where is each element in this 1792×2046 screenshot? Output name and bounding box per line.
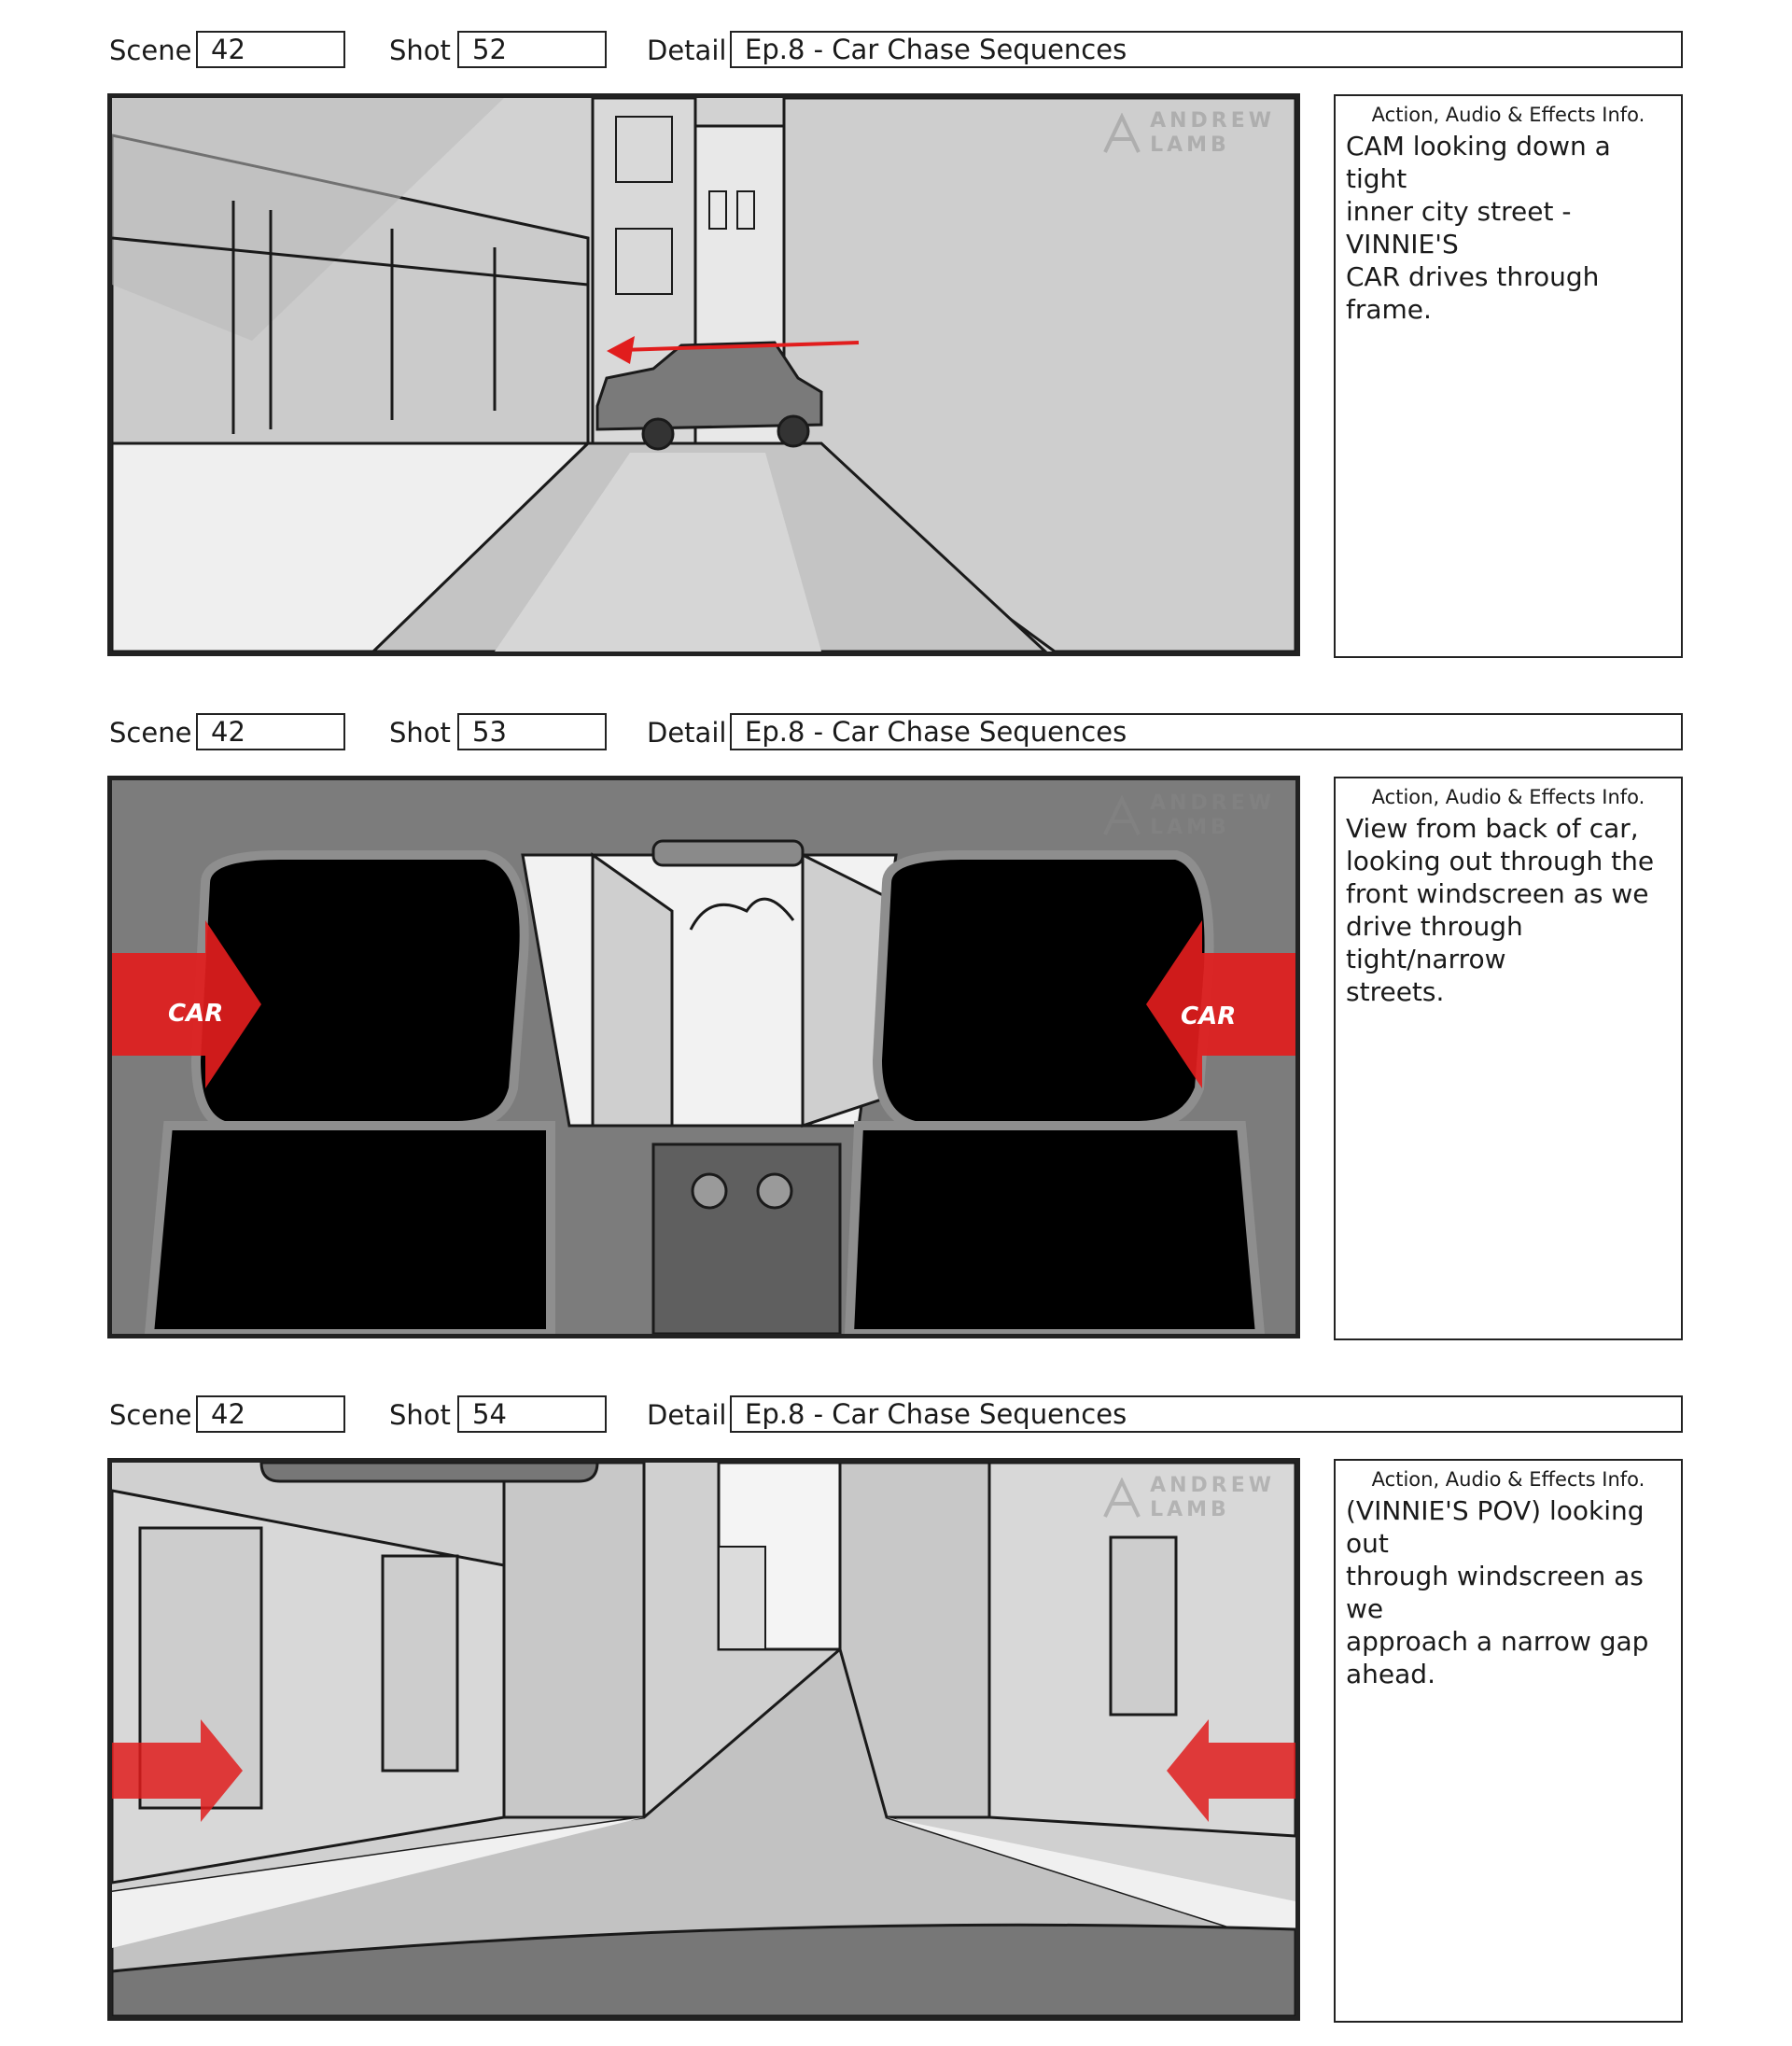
watermark-line1: ANDREW (1150, 1474, 1275, 1497)
storyboard-panel-3 (0, 1365, 1792, 2046)
action-info-title: Action, Audio & Effects Info. (1371, 104, 1645, 126)
watermark (1101, 109, 1275, 158)
action-info-box (1334, 1459, 1683, 2023)
scene-field[interactable]: 42 (196, 31, 345, 68)
detail-field[interactable]: Ep.8 - Car Chase Sequences (730, 31, 1683, 68)
action-info-text[interactable]: (VINNIE'S POV) looking out through windscreen as we approach a narrow gap ahead. (1346, 1495, 1649, 1689)
watermark-line2: LAMB (1150, 133, 1230, 157)
street-sketch-illustration (112, 98, 1295, 652)
car-arrow-label-left: CAR (168, 1000, 224, 1028)
storyboard-panel-2 (0, 682, 1792, 1364)
action-info-box (1334, 94, 1683, 658)
storyboard-panel-1 (0, 0, 1792, 681)
detail-field[interactable]: Ep.8 - Car Chase Sequences (730, 1395, 1683, 1433)
shot-field[interactable]: 54 (457, 1395, 607, 1433)
scene-label: Scene (109, 1399, 192, 1431)
action-info-title: Action, Audio & Effects Info. (1371, 1468, 1645, 1491)
detail-label: Detail (647, 1399, 727, 1431)
pov-street-sketch-illustration (112, 1463, 1295, 2016)
andrew-lamb-logo-icon (1101, 795, 1142, 836)
watermark (1101, 792, 1275, 840)
car-interior-sketch-illustration (112, 780, 1295, 1334)
detail-field[interactable]: Ep.8 - Car Chase Sequences (730, 713, 1683, 750)
andrew-lamb-logo-icon (1101, 113, 1142, 154)
scene-label: Scene (109, 717, 192, 749)
shot-label: Shot (389, 35, 451, 66)
watermark-line2: LAMB (1150, 1498, 1230, 1521)
shot-label: Shot (389, 717, 451, 749)
watermark-line1: ANDREW (1150, 109, 1275, 133)
detail-label: Detail (647, 717, 727, 749)
andrew-lamb-logo-icon (1101, 1478, 1142, 1519)
scene-label: Scene (109, 35, 192, 66)
scene-field[interactable]: 42 (196, 713, 345, 750)
watermark (1101, 1474, 1275, 1522)
detail-label: Detail (647, 35, 727, 66)
scene-field[interactable]: 42 (196, 1395, 345, 1433)
car-arrow-label-right: CAR (1181, 1002, 1237, 1030)
action-info-text[interactable]: CAM looking down a tight inner city street - VINNIE'S CAR drives through frame. (1346, 131, 1611, 325)
storyboard-frame (107, 1458, 1300, 2021)
action-info-box (1334, 777, 1683, 1340)
shot-label: Shot (389, 1399, 451, 1431)
storyboard-frame (107, 93, 1300, 656)
watermark-line2: LAMB (1150, 816, 1230, 839)
action-info-text[interactable]: View from back of car, looking out through the front windscreen as we drive through tight/narrow streets. (1346, 813, 1655, 1007)
storyboard-frame (107, 776, 1300, 1338)
action-info-title: Action, Audio & Effects Info. (1371, 786, 1645, 808)
shot-field[interactable]: 53 (457, 713, 607, 750)
watermark-line1: ANDREW (1150, 792, 1275, 815)
shot-field[interactable]: 52 (457, 31, 607, 68)
